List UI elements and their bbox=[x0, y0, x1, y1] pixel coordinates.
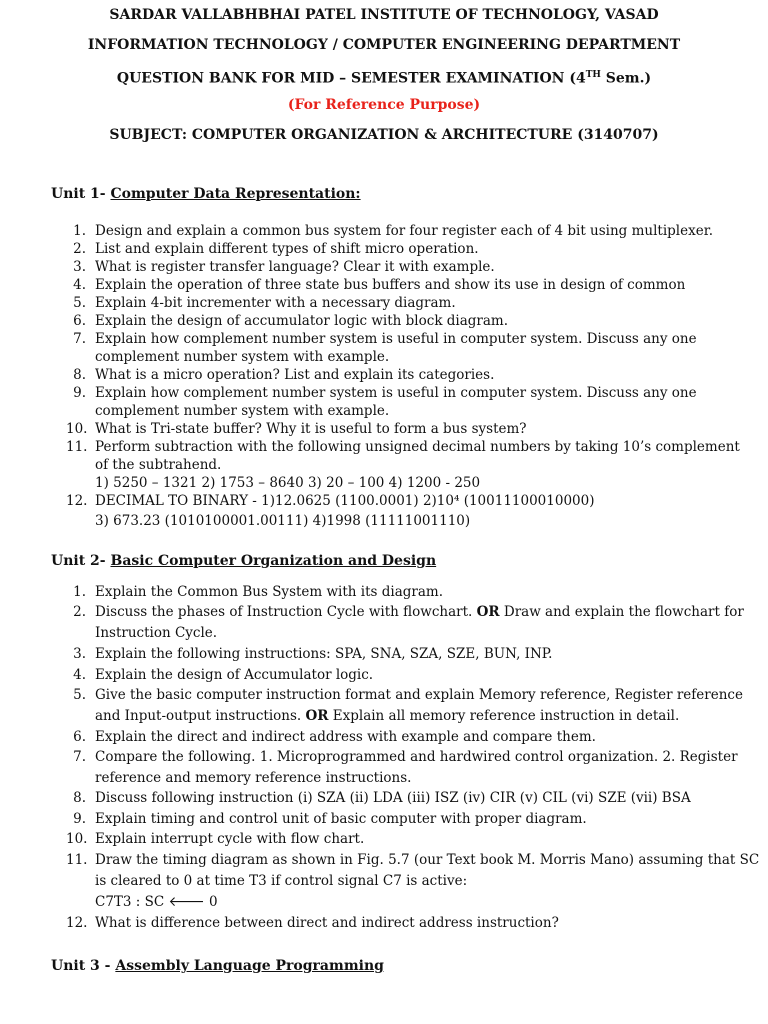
question-text: Explain the design of accumulator logic with block diagram. bbox=[95, 313, 509, 329]
question-number: 3. bbox=[73, 259, 86, 275]
question-number: 4. bbox=[73, 667, 86, 683]
question-number: 5. bbox=[73, 295, 86, 311]
unit3-heading: Unit 3 - Assembly Language Programming bbox=[51, 958, 384, 974]
question-text: Explain the following instructions: SPA, SNA, SZA, SZE, BUN, INP. bbox=[95, 646, 553, 662]
question-number: 9. bbox=[73, 385, 86, 401]
question-number: 10. bbox=[66, 421, 88, 437]
unit2-heading: Unit 2- Basic Computer Organization and Design bbox=[51, 553, 437, 569]
question-text: complement number system with example. bbox=[95, 349, 390, 365]
question-text: Compare the following. 1. Microprogrammed and hardwired control organization. 2. Register bbox=[95, 749, 738, 765]
question-number: 7. bbox=[73, 749, 86, 765]
question-text: Explain how complement number system is useful in computer system. Discuss any one bbox=[95, 385, 697, 401]
subject-title: SUBJECT: COMPUTER ORGANIZATION & ARCHITECTURE (3140707) bbox=[109, 127, 659, 143]
question-text: 3) 673.23 (1010100001.00111) 4)1998 (11111001110) bbox=[95, 513, 471, 529]
question-text: Explain the Common Bus System with its diagram. bbox=[95, 584, 443, 600]
question-text: 1) 5250 – 1321 2) 1753 – 8640 3) 20 – 100 4) 1200 - 250 bbox=[95, 475, 481, 491]
reference-note: (For Reference Purpose) bbox=[287, 97, 481, 113]
question-text: C7T3 : SC 🡐 0 bbox=[95, 894, 218, 910]
question-number: 2. bbox=[73, 604, 86, 620]
question-number: 12. bbox=[66, 915, 88, 931]
question-number: 7. bbox=[73, 331, 86, 347]
question-number: 6. bbox=[73, 729, 86, 745]
question-number: 11. bbox=[66, 439, 88, 455]
question-number: 8. bbox=[73, 367, 86, 383]
question-number: 8. bbox=[73, 790, 86, 806]
question-text: Explain the operation of three state bus buffers and show its use in design of common bbox=[95, 277, 686, 293]
institute-name: SARDAR VALLABHBHAI PATEL INSTITUTE OF TECHNOLOGY, VASAD bbox=[109, 7, 659, 23]
question-text: What is Tri-state buffer? Why it is useful to form a bus system? bbox=[95, 421, 527, 437]
question-text: DECIMAL TO BINARY - 1)12.0625 (1100.0001) 2)10⁴ (10011100010000) bbox=[95, 493, 595, 509]
question-text: is cleared to 0 at time T3 if control signal C7 is active: bbox=[95, 873, 468, 889]
question-text: complement number system with example. bbox=[95, 403, 390, 419]
question-text: List and explain different types of shift micro operation. bbox=[95, 241, 479, 257]
question-text: Give the basic computer instruction format and explain Memory reference, Register reference bbox=[95, 687, 743, 703]
question-text: Explain timing and control unit of basic computer with proper diagram. bbox=[95, 811, 587, 827]
question-number: 6. bbox=[73, 313, 86, 329]
question-text: Draw the timing diagram as shown in Fig. 5.7 (our Text book M. Morris Mano) assuming that SC bbox=[95, 852, 760, 868]
question-text: Explain the design of Accumulator logic. bbox=[95, 667, 374, 683]
question-number: 11. bbox=[66, 852, 88, 868]
question-text: Perform subtraction with the following unsigned decimal numbers by taking 10’s complement bbox=[95, 439, 740, 455]
question-text: Explain 4-bit incrementer with a necessary diagram. bbox=[95, 295, 456, 311]
question-number: 3. bbox=[73, 646, 86, 662]
question-text: Discuss the phases of Instruction Cycle with flowchart. OR Draw and explain the flowchart for bbox=[95, 604, 744, 620]
question-number: 1. bbox=[73, 584, 86, 600]
question-text: of the subtrahend. bbox=[95, 457, 222, 473]
question-text: What is difference between direct and indirect address instruction? bbox=[95, 915, 559, 931]
question-number: 4. bbox=[73, 277, 86, 293]
question-text: Explain how complement number system is useful in computer system. Discuss any one bbox=[95, 331, 697, 347]
question-number: 9. bbox=[73, 811, 86, 827]
question-text: Instruction Cycle. bbox=[95, 625, 218, 641]
question-number: 12. bbox=[66, 493, 88, 509]
question-text: reference and memory reference instructions. bbox=[95, 770, 412, 786]
department-name: INFORMATION TECHNOLOGY / COMPUTER ENGINEERING DEPARTMENT bbox=[87, 37, 681, 53]
question-text: What is a micro operation? List and explain its categories. bbox=[95, 367, 495, 383]
question-text: What is register transfer language? Clear it with example. bbox=[95, 259, 495, 275]
question-text: Explain the direct and indirect address with example and compare them. bbox=[95, 729, 596, 745]
exam-title: QUESTION BANK FOR MID – SEMESTER EXAMINATION (4TH Sem.) bbox=[116, 70, 652, 87]
question-number: 10. bbox=[66, 831, 88, 847]
question-text: Explain interrupt cycle with flow chart. bbox=[95, 831, 365, 847]
question-number: 2. bbox=[73, 241, 86, 257]
unit1-heading: Unit 1- Computer Data Representation: bbox=[51, 186, 361, 202]
question-number: 5. bbox=[73, 687, 86, 703]
question-text: Design and explain a common bus system for four register each of 4 bit using multiplexer. bbox=[95, 223, 713, 239]
question-number: 1. bbox=[73, 223, 86, 239]
question-text: Discuss following instruction (i) SZA (ii) LDA (iii) ISZ (iv) CIR (v) CIL (vi) SZE (vii) BSA bbox=[95, 790, 691, 806]
question-text: and Input-output instructions. OR Explain all memory reference instruction in detail. bbox=[95, 708, 680, 724]
